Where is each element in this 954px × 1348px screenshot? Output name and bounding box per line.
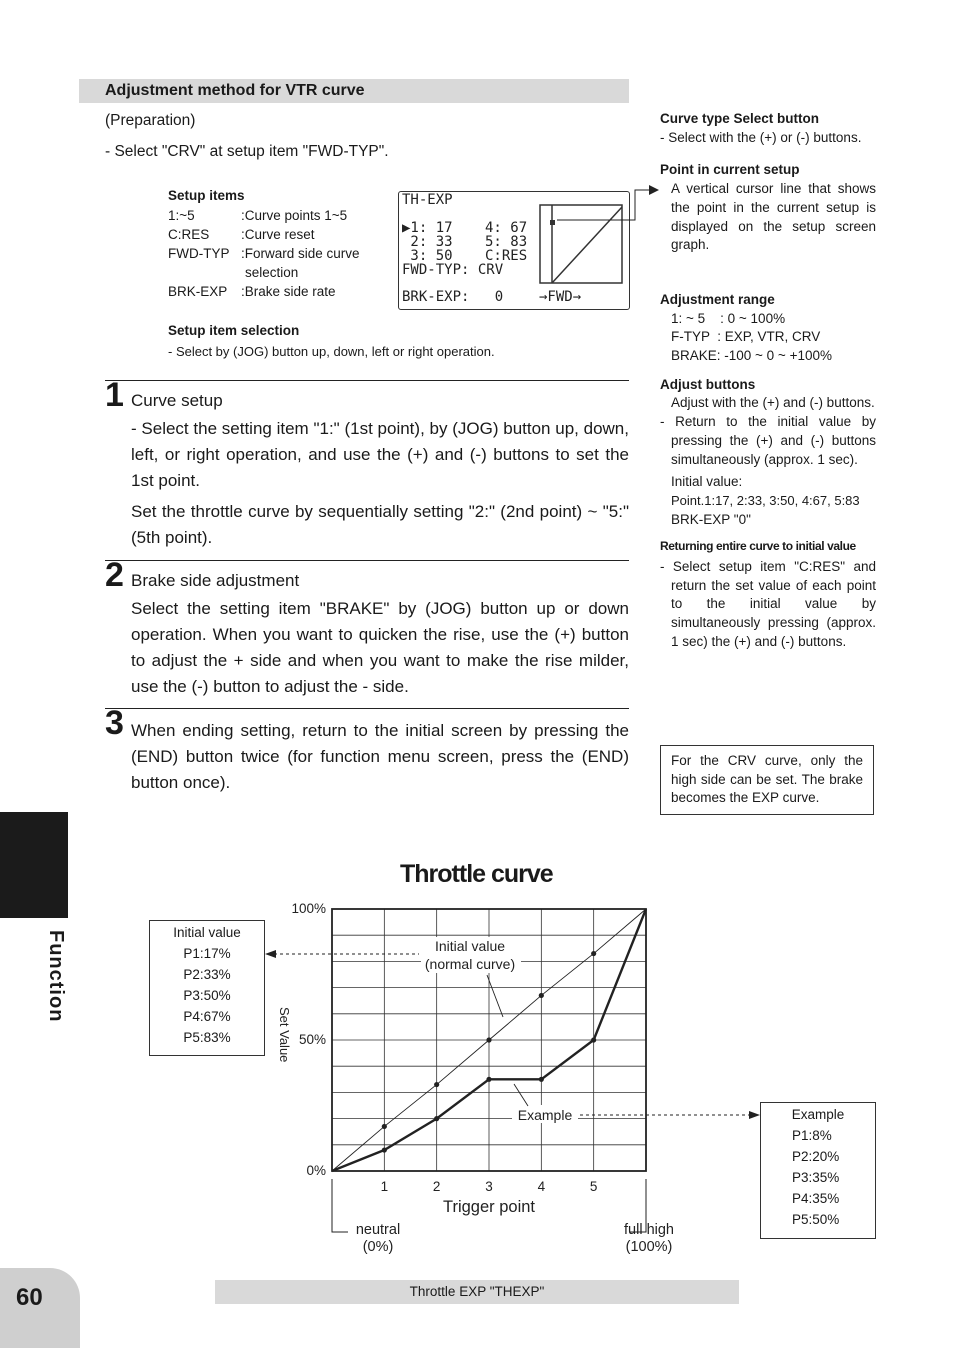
lcd-line: 3: 50 (402, 248, 453, 264)
step-number: 1 (105, 376, 124, 414)
initial-value-item: P2:33% (183, 967, 231, 982)
note-text: - Select setup item "C:RES" and return the set value of each point to the initial value by simultaneously pressing (approx. 1 sec) the (+) and (-) buttons. (660, 559, 876, 649)
note-text: - Select with the (+) or (-) buttons. (660, 129, 862, 145)
note-text: 1: ~ 5 : 0 ~ 100% (671, 310, 786, 326)
setup-item-key: C:RES (168, 227, 210, 242)
y-tick-label: 0% (306, 1163, 326, 1178)
chart-labels (265, 901, 760, 1255)
example-title: Example (791, 1107, 845, 1122)
step-text: - Select the setting item "1:" (1st point), by (JOG) button up, down, left, or right operation, and use the (+) and (-) buttons to set the 1st point. (131, 419, 629, 490)
note-text: A vertical cursor line that shows the point in the current setup is displayed on the setup screen graph. (671, 181, 876, 253)
initial-value-item: P4:67% (183, 1009, 231, 1024)
point-normal (434, 1082, 439, 1087)
x-axis-label: Trigger point (442, 1198, 536, 1216)
neutral-bracket (332, 1179, 348, 1232)
x-tick-label: 2 (432, 1179, 441, 1194)
point-normal (539, 993, 544, 998)
point-normal (382, 1124, 387, 1129)
example-item: P4:35% (792, 1191, 840, 1206)
fullhigh-label: full high (624, 1222, 674, 1238)
y-tick-label: 50% (298, 1032, 326, 1047)
note-text: Initial value: (671, 474, 743, 490)
setup-item-key: FWD-TYP (168, 246, 230, 261)
step-title: Curve setup (131, 391, 223, 410)
setup-item-val: :Forward side curve (241, 246, 360, 261)
chart-title: Throttle curve (400, 860, 553, 888)
y-axis-label: Set Value (277, 1007, 292, 1063)
step-number: 2 (105, 556, 124, 594)
initial-value-title: Initial value (173, 925, 241, 940)
x-tick-label: 1 (380, 1179, 389, 1194)
lcd-title: TH-EXP (402, 192, 453, 208)
setup-item-val: selection (245, 265, 299, 280)
example-item: P3:35% (792, 1170, 840, 1185)
neutral-sub: (0%) (362, 1239, 394, 1255)
note-heading: Adjust buttons (660, 376, 756, 392)
note-text: F-TYP : EXP, VTR, CRV (671, 329, 821, 345)
point-normal (591, 951, 596, 956)
setup-selection-text: - Select by (JOG) button up, down, left or right operation. (168, 344, 495, 359)
footer-text: Throttle EXP "THEXP" (409, 1284, 545, 1299)
point-example (591, 1037, 596, 1042)
setup-item-key: BRK-EXP (168, 284, 228, 299)
point-example (382, 1147, 387, 1152)
setup-item-key: 1:~5 (168, 208, 195, 223)
note-heading: Curve type Select button (660, 111, 820, 126)
point-example (539, 1077, 544, 1082)
lcd-line: 4: 67 (485, 220, 528, 236)
initial-value-item: P3:50% (183, 988, 231, 1003)
initial-annot-sub: (normal curve) (424, 956, 516, 972)
initial-annot: Initial value (434, 938, 506, 954)
setup-item-val: :Curve reset (241, 227, 315, 242)
lcd-line: BRK-EXP: 0 (402, 289, 504, 305)
note-text: Point.1:17, 2:33, 3:50, 4:67, 5:83 (671, 492, 860, 508)
example-item: P5:50% (792, 1212, 840, 1227)
initial-arrow (265, 950, 276, 958)
point-example (434, 1116, 439, 1121)
step-text: When ending setting, return to the initial screen by pressing the (END) button twice (for function menu screen, press the (END) button once). (131, 721, 629, 792)
example-item: P1:8% (792, 1128, 832, 1143)
crv-note-box: For the CRV curve, only the high side can be set. The brake becomes the EXP curve. (660, 745, 874, 815)
note-text: - Return to the initial value by pressing the (+) and (-) buttons simultaneously (approx. 1 sec). (660, 414, 876, 467)
note-heading: Point in current setup (660, 162, 800, 178)
page-number: 60 (16, 1284, 43, 1311)
note-text: BRK-EXP "0" (671, 511, 751, 527)
setup-item-val: :Brake side rate (241, 284, 336, 299)
side-tab-label: Function (45, 930, 67, 1023)
preparation-line: - Select "CRV" at setup item "FWD-TYP". (105, 143, 389, 160)
step-text: Set the throttle curve by sequentially setting "2:" (2nd point) ~ "5:" (5th point). (131, 502, 629, 547)
lcd-line: 2: 33 (402, 234, 453, 250)
lcd-line: ▶1: 17 (402, 220, 453, 236)
step-number: 3 (105, 704, 124, 742)
section-title: Adjustment method for VTR curve (105, 82, 365, 99)
preparation-label: (Preparation) (105, 112, 196, 129)
lcd-line: 5: 83 (485, 234, 528, 250)
example-arrow (749, 1111, 760, 1119)
note-text: Adjust with the (+) and (-) buttons. (671, 395, 875, 411)
fullhigh-sub: (100%) (625, 1239, 673, 1255)
point-example (486, 1077, 491, 1082)
example-annot: Example (517, 1107, 573, 1123)
x-tick-label: 5 (589, 1179, 598, 1194)
step-text: Select the setting item "BRAKE" by (JOG) button up or down operation. When you want to quicken the rise, use the (+) button to adjust the + side and when you want to make the rise milder, use the (-) button to adjust the - side. (131, 599, 629, 696)
lcd-line: C:RES (485, 248, 528, 264)
x-tick-label: 4 (537, 1179, 546, 1194)
initial-value-item: P1:17% (183, 946, 231, 961)
note-text: BRAKE: -100 ~ 0 ~ +100% (671, 348, 832, 364)
lcd-line: →FWD→ (539, 289, 582, 305)
note-heading: Returning entire curve to initial value (660, 539, 856, 554)
example-item: P2:20% (792, 1149, 840, 1164)
step-title: Brake side adjustment (131, 571, 300, 590)
annot-leader (514, 1084, 528, 1106)
y-tick-label: 100% (291, 901, 326, 916)
setup-selection-heading: Setup item selection (168, 323, 300, 338)
x-tick-label: 3 (485, 1179, 493, 1194)
initial-value-item: P5:83% (183, 1030, 231, 1045)
point-normal (486, 1037, 491, 1042)
note-heading: Adjustment range (660, 291, 775, 307)
setup-item-val: :Curve points 1~5 (241, 208, 348, 223)
lcd-line: FWD-TYP: CRV (402, 262, 504, 278)
neutral-label: neutral (355, 1222, 401, 1238)
setup-items-heading: Setup items (168, 188, 245, 203)
